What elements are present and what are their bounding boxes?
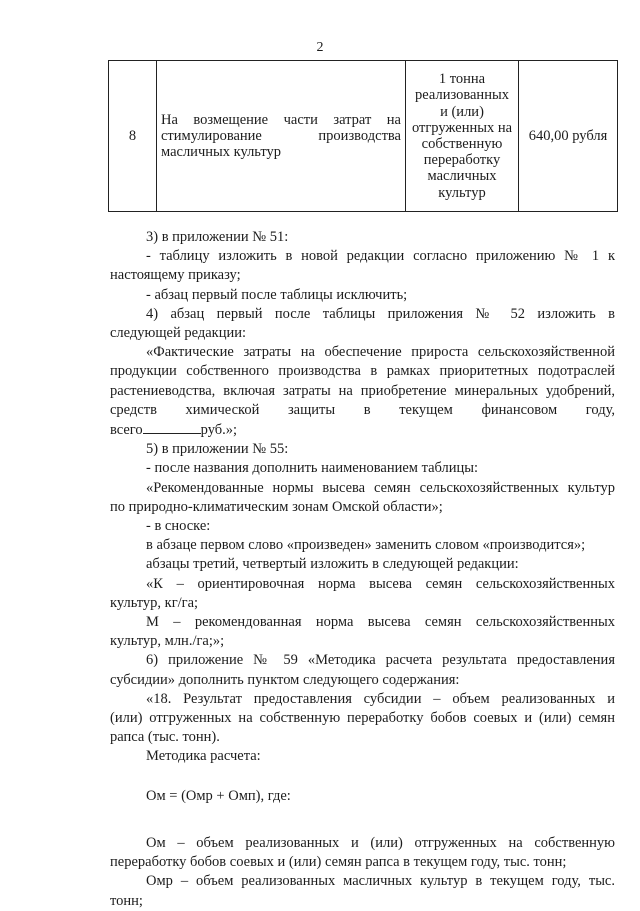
paragraph: - таблицу изложить в новой редакции согласно приложению № 1 к [146,248,615,265]
unit-line: отгруженных на [411,119,513,136]
paragraph: (или) отгруженных на собственную переработку бобов соевых и (или) семян [110,710,615,727]
unit-line: масличных [427,168,497,185]
paragraph: 4) абзац первый после таблицы приложения № 52 изложить в [146,305,615,322]
paragraph: - абзац первый после таблицы исключить; [146,286,408,303]
paragraph: «18. Результат предоставления субсидии – объем реализованных и [146,690,615,707]
paragraph: субсидии» дополнить пунктом следующего содержания: [110,671,460,688]
paragraph: 6) приложение № 59 «Методика расчета результата предоставления [146,652,615,669]
paragraph: Омр – объем реализованных масличных культур в текущем году, тыс. [146,873,615,890]
paragraph: рапса (тыс. тонн). [110,729,220,746]
unit-line: собственную [421,136,503,152]
paragraph: «К – ориентировочная норма высева семян сельскохозяйственных [146,575,615,592]
paragraph: культур, млн./га;»; [110,633,225,650]
paragraph: «Фактические затраты на обеспечение прироста сельскохозяйственной [146,344,615,361]
subsidy-purpose-cell [157,61,406,212]
paragraph: продукции собственного производства в рамках приоритетных подотраслей [110,363,615,380]
paragraph: растениеводства, включая затраты на приобретение минеральных удобрений, [110,382,615,399]
paragraph: «Рекомендованные нормы высева семян сельскохозяйственных культур [146,479,615,496]
paragraph: - в сноске: [146,518,211,535]
subsidy-rate-table [108,60,618,212]
unit-line: переработку [423,152,501,169]
rate-cell: 640,00 рубля [519,61,618,212]
unit-cell [406,61,519,212]
unit-line: реализованных [415,87,509,104]
paragraph: средств химической защиты в текущем финансовом году, [110,401,615,418]
purpose-line: масличных культур [161,144,282,161]
paragraph: 5) в приложении № 55: [146,441,289,458]
paragraph: Ом – объем реализованных и (или) отгруженных на собственную [146,834,615,851]
spacer [110,806,615,834]
paragraph: - после названия дополнить наименованием таблицы: [146,460,479,477]
paragraph: настоящему приказу; [110,267,241,284]
paragraph: культур, кг/га; [110,594,199,611]
paragraph: тонн; [110,892,143,909]
page-number: 2 [316,40,324,55]
paragraph: следующей редакции: [110,325,247,342]
paragraph: абзацы третий, четвертый изложить в следующей редакции: [146,556,519,573]
unit-line: и (или) [440,103,484,120]
paragraph: в абзаце первом слово «произведен» заменить словом «производится»; [146,537,586,554]
total-label: всего [110,422,143,439]
unit-line: 1 тонна [438,71,486,88]
table-row [109,61,618,212]
spacer [110,767,615,787]
paragraph: М – рекомендованная норма высева семян сельскохозяйственных [146,614,615,631]
purpose-line: стимулирование производства [161,127,401,144]
formula: Ом = (Омр + Омп), где: [146,787,291,804]
purpose-line: На возмещение части затрат на [161,111,401,128]
unit-line: культур [438,184,486,201]
row-number: 8 [109,61,157,212]
document-body [110,228,615,911]
blank-line [143,420,201,434]
paragraph: 3) в приложении № 51: [146,229,289,245]
currency-label: руб.»; [200,422,238,439]
paragraph: Методика расчета: [146,748,261,765]
paragraph [110,420,615,440]
paragraph: по природно-климатическим зонам Омской области»; [110,498,443,515]
paragraph: переработку бобов соевых и (или) семян рапса в текущем году, тыс. тонн; [110,854,567,871]
